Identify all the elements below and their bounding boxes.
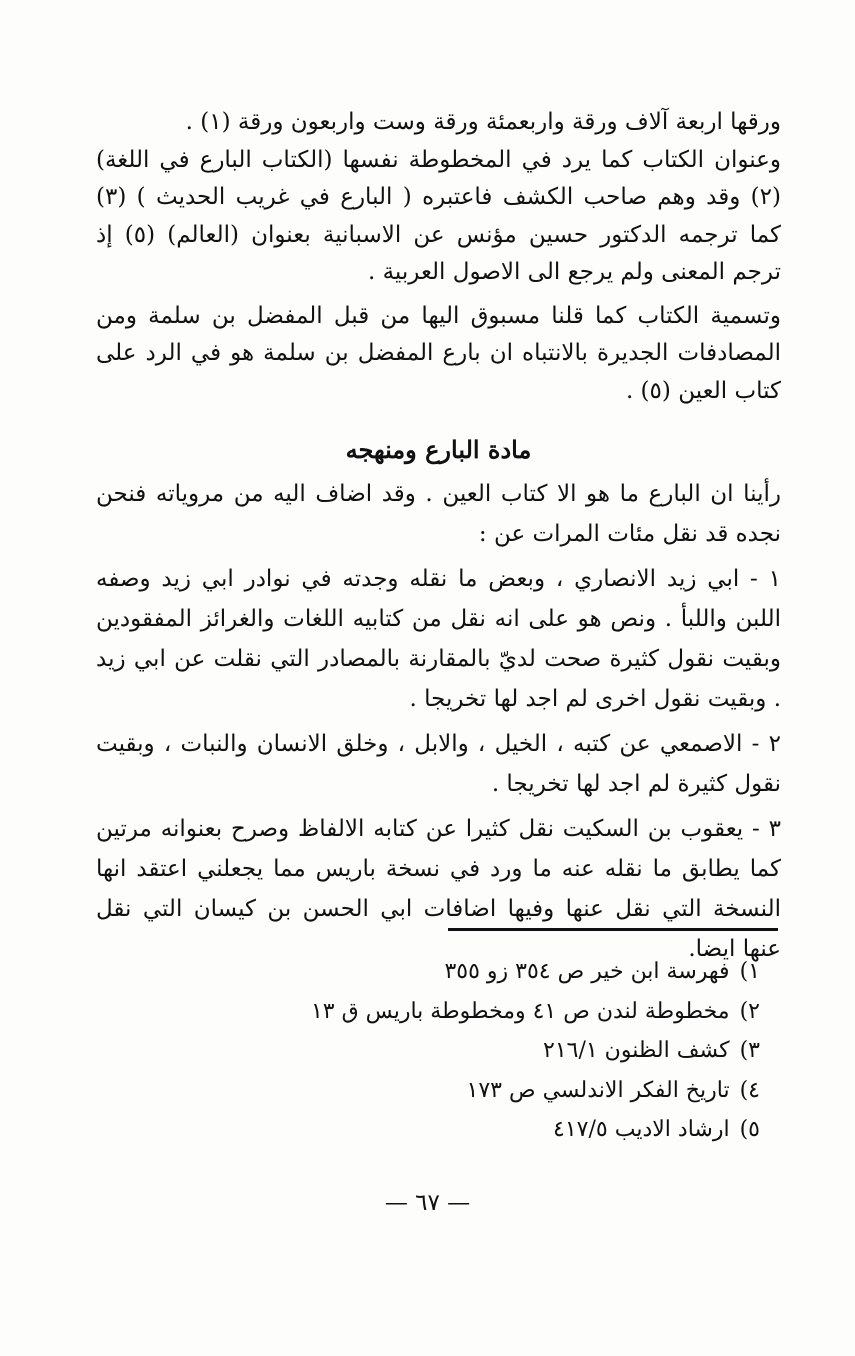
intro-paragraph-2: وعنوان الكتاب كما يرد في المخطوطة نفسها (الكتاب البارع في اللغة)(٢) وقد وهم صاحب الكشف فاعتبره ( البارع في غريب الحديث ) (٣) كما ترجمه الدكتور حسين مؤنس عن الاسبانية بعنوان (العالم) (٥) إذ ترجم المعنى ولم يرجع الى الاصول العربية . xyxy=(96,146,781,285)
section-paragraph-item-3: ٣ - يعقوب بن السكيت نقل كثيرا عن كتابه الالفاظ وصرح بعنوانه مرتين كما يطابق ما نقله عنه ما ورد في نسخة باريس مما يجعلني اعتقد انها النسخة التي نقل عنها وفيها اضافات ابي الحسن بن كيسان التي نقل عنها ايضا. xyxy=(96,816,781,962)
footnote-divider xyxy=(448,928,778,931)
footnote-item xyxy=(200,992,760,1032)
footnote-item xyxy=(200,1031,760,1071)
intro-text xyxy=(96,104,781,410)
footnote-text: فهرسة ابن خير ص ٣٥٤ زو ٣٥٥ xyxy=(444,959,730,984)
footnote-text: مخطوطة لندن ص ٤١ ومخطوطة باريس ق ١٣ xyxy=(310,998,730,1024)
footnote-item xyxy=(200,952,760,992)
footnote-item xyxy=(200,1110,760,1150)
footnote-item xyxy=(200,1071,760,1111)
footnote-list xyxy=(200,952,760,1150)
section-body xyxy=(96,474,781,974)
footnote-number: ١) xyxy=(739,959,760,984)
page-number: — ٦٧ — xyxy=(384,1190,471,1216)
section-paragraph-item-2: ٢ - الاصمعي عن كتبه ، الخيل ، والابل ، وخلق الانسان والنبات ، وبقيت نقول كثيرة لم اجد لها تخريجا . xyxy=(96,731,781,797)
section-paragraph-intro: رأينا ان البارع ما هو الا كتاب العين . وقد اضاف اليه من مروياته فنحن نجده قد نقل مئات المرات عن : xyxy=(96,481,781,547)
footnote-number: ٤) xyxy=(739,1077,760,1103)
footnote-text: ارشاد الاديب ٤١٧/٥ xyxy=(553,1117,730,1142)
footnote-number: ٣) xyxy=(739,1038,760,1063)
section-paragraph-item-1: ١ - ابي زيد الانصاري ، وبعض ما نقله وجدته في نوادر ابي زيد وصفه اللبن واللبأ . ونص هو على انه نقل من كتابيه اللغات والغرائز المفقودين وبقيت نقول كثيرة صحت لديّ بالمقارنة بالمصادر التي نقلت عن ابي زيد . وبقيت نقول اخرى لم اجد لها تخريجا . xyxy=(96,566,781,712)
footnote-text: كشف الظنون ٢١٦/١ xyxy=(543,1038,730,1063)
footnote-number: ٢) xyxy=(739,998,760,1024)
footnote-text: تاريخ الفكر الاندلسي ص ١٧٣ xyxy=(466,1077,730,1103)
footnote-number: ٥) xyxy=(739,1117,760,1142)
intro-paragraph-3: وتسمية الكتاب كما قلنا مسبوق اليها من قبل المفضل بن سلمة ومن المصادفات الجديرة بالانتباه ان بارع المفضل بن سلمة هو في الرد على كتاب العين (٥) . xyxy=(96,302,781,404)
section-heading: مادة البارع ومنهجه xyxy=(345,435,532,464)
intro-paragraph-1: ورقها اربعة آلاف ورقة واربعمئة ورقة وست واربعون ورقة (١) . xyxy=(185,109,781,135)
